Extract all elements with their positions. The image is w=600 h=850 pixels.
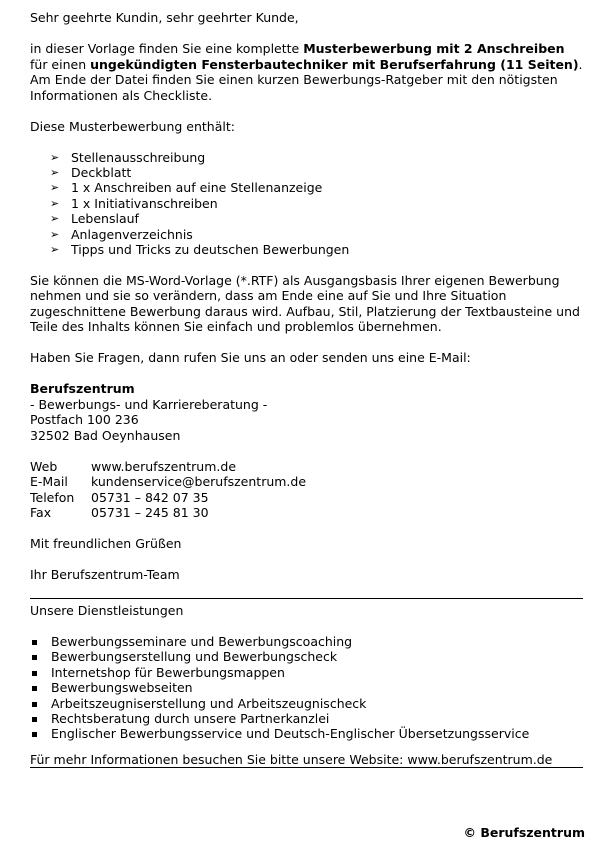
- list-item: ➢ Lebenslauf: [50, 211, 139, 227]
- divider: [30, 767, 583, 768]
- contact-row-web: Web www.berufszentrum.de: [30, 459, 306, 474]
- questions-paragraph: Haben Sie Fragen, dann rufen Sie uns an oder senden uns eine E-Mail:: [30, 350, 471, 366]
- contact-row-phone: Telefon 05731 – 842 07 35: [30, 490, 306, 505]
- services-group-1: [30, 634, 585, 696]
- list-item: Bewerbungsseminare und Bewerbungscoaching: [30, 634, 585, 649]
- contents-list: [30, 150, 585, 258]
- web-link[interactable]: www.berufszentrum.de: [91, 458, 237, 474]
- list-item: Internetshop für Bewerbungsmappen: [30, 665, 585, 680]
- services-title: Unsere Dienstleistungen: [30, 602, 184, 618]
- arrow-bullet-icon: ➢: [50, 242, 60, 256]
- contents-heading: Diese Musterbewerbung enthält:: [30, 118, 235, 134]
- company-city: 32502 Bad Oeynhausen: [30, 427, 181, 443]
- list-item: ➢ Deckblatt: [50, 164, 132, 180]
- list-item: ➢ Tipps und Tricks zu deutschen Bewerbungen: [50, 241, 350, 257]
- list-item: Englischer Bewerbungsservice und Deutsch-Englischer Übersetzungsservice: [30, 726, 585, 741]
- contact-row-fax: Fax 05731 – 245 81 30: [30, 505, 306, 520]
- intro-text-1: in dieser Vorlage finden Sie eine komplette: [30, 41, 304, 56]
- intro-text-2: für einen: [30, 56, 91, 72]
- company-tagline: - Bewerbungs- und Karriereberatung -: [30, 396, 268, 412]
- list-item: Arbeitszeugniserstellung und Arbeitszeugnischeck: [30, 696, 585, 711]
- square-bullet-icon: [32, 732, 37, 737]
- list-item: Bewerbungserstellung und Bewerbungscheck: [30, 649, 585, 664]
- greeting: Sehr geehrte Kundin, sehr geehrter Kunde,: [30, 10, 299, 25]
- contact-row-email: E-Mail kundenservice@berufszentrum.de: [30, 474, 307, 490]
- list-item: ➢ Anlagenverzeichnis: [50, 226, 193, 242]
- square-bullet-icon: [32, 686, 37, 691]
- divider: [30, 598, 583, 599]
- square-bullet-icon: [32, 671, 37, 676]
- arrow-bullet-icon: ➢: [50, 150, 60, 164]
- arrow-bullet-icon: ➢: [50, 181, 60, 195]
- closing: Mit freundlichen Grüßen: [30, 535, 182, 551]
- intro-paragraph: [30, 41, 585, 103]
- contact-table: [30, 459, 306, 521]
- list-item: Rechtsberatung durch unsere Partnerkanzlei: [30, 711, 585, 726]
- email-link[interactable]: kundenservice@berufszentrum.de: [91, 474, 307, 490]
- arrow-bullet-icon: ➢: [50, 227, 60, 241]
- document-page: [30, 10, 585, 768]
- list-item: ➢ 1 x Initiativanschreiben: [50, 195, 218, 211]
- copyright-notice: © Berufszentrum: [463, 825, 585, 840]
- usage-paragraph: Sie können die MS-Word-Vorlage (*.RTF) als Ausgangsbasis Ihrer eigenen Bewerbung nehmen und sie so verändern, dass am Ende eine auf Sie und Ihre Situation zugeschnittene Bewerbung daraus wird. Aufbau, Stil, Platzierung der Textbausteine und Teile des Inhalts können Sie einfach und problemlos übernehmen.: [30, 272, 580, 335]
- arrow-bullet-icon: ➢: [50, 196, 60, 210]
- intro-text-3: . Am Ende der Datei finden Sie einen kurzen Bewerbungs-Ratgeber mit den nötigsten Informationen als Checkliste.: [30, 56, 583, 103]
- arrow-bullet-icon: ➢: [50, 165, 60, 179]
- services-group-3: [30, 726, 585, 741]
- company-address: [30, 381, 585, 443]
- intro-bold-1: Musterbewerbung mit 2 Anschreiben: [303, 41, 565, 56]
- square-bullet-icon: [32, 702, 37, 707]
- signature: Ihr Berufszentrum-Team: [30, 566, 180, 582]
- fax-value: 05731 – 245 81 30: [91, 505, 209, 521]
- phone-value: 05731 – 842 07 35: [91, 489, 209, 505]
- arrow-bullet-icon: ➢: [50, 212, 60, 226]
- company-postbox: Postfach 100 236: [30, 412, 139, 428]
- list-item: ➢ Stellenausschreibung: [50, 149, 206, 165]
- more-info: Für mehr Informationen besuchen Sie bitte unsere Website: www.berufszentrum.de: [30, 751, 553, 767]
- services-group-2: [30, 696, 585, 727]
- company-name: Berufszentrum: [30, 381, 135, 397]
- list-item: Bewerbungswebseiten: [30, 680, 585, 695]
- square-bullet-icon: [32, 640, 37, 645]
- square-bullet-icon: [32, 655, 37, 660]
- list-item: ➢ 1 x Anschreiben auf eine Stellenanzeige: [50, 180, 323, 196]
- intro-bold-2: ungekündigten Fensterbautechniker mit Berufserfahrung (11 Seiten): [90, 56, 579, 72]
- square-bullet-icon: [32, 717, 37, 722]
